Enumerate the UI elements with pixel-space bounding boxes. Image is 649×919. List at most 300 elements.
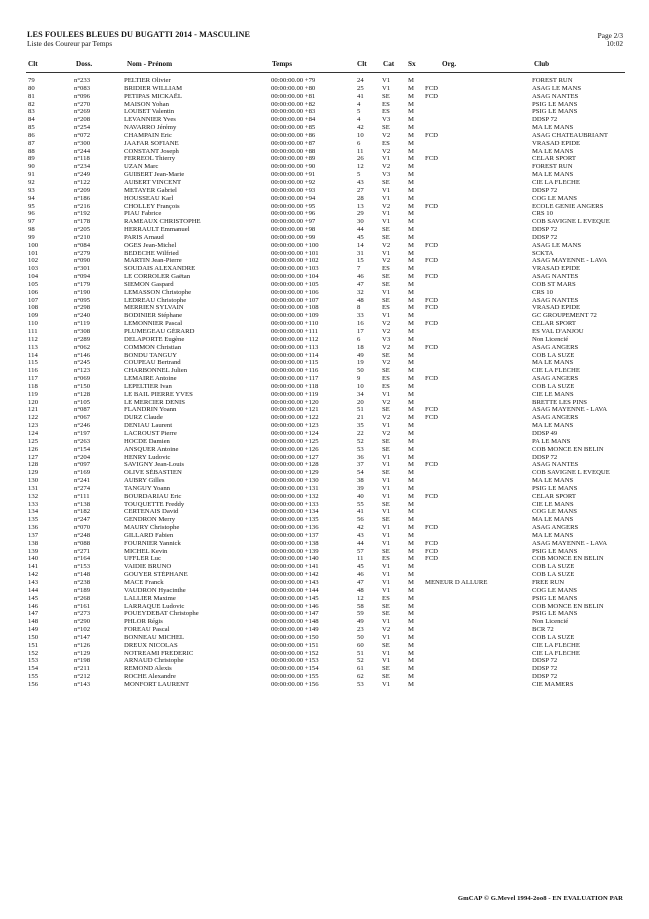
cell-clt-cat: 38 [357, 477, 364, 485]
cell-clt: 103 [28, 265, 39, 273]
table-row [0, 673, 649, 681]
cell-nom: NAVARRO Jérémy [124, 124, 177, 132]
cell-cat: V2 [382, 343, 391, 351]
cell-nom: AUBRY Gilles [124, 477, 165, 485]
cell-doss: n°269 [74, 108, 91, 116]
table-row [0, 626, 649, 634]
header-org: Org. [442, 60, 457, 68]
cell-doss: n°263 [74, 437, 91, 445]
cell-cat: V1 [382, 563, 391, 571]
cell-sx: M [408, 367, 414, 375]
cell-nom: MAURY Christophe [124, 524, 180, 532]
header-clt: Clt [28, 60, 38, 68]
cell-temps: 00:00:00.00 +108 [271, 304, 319, 312]
table-row [0, 430, 649, 438]
table-row [0, 124, 649, 132]
cell-cat: V1 [382, 453, 391, 461]
cell-cat: SE [382, 610, 390, 618]
cell-cat: V2 [382, 626, 391, 634]
table-row [0, 226, 649, 234]
cell-sx: M [408, 296, 414, 304]
cell-cat: V1 [382, 288, 391, 296]
cell-doss: n°212 [74, 673, 91, 681]
cell-cat: ES [382, 555, 390, 563]
cell-temps: 00:00:00.00 +133 [271, 500, 319, 508]
cell-temps: 00:00:00.00 +110 [271, 320, 319, 328]
cell-nom: ANSQUER Antoine [124, 445, 179, 453]
cell-doss: n°254 [74, 124, 91, 132]
cell-nom: GENDRON Merry [124, 516, 176, 524]
cell-doss: n°204 [74, 453, 91, 461]
cell-clt-cat: 34 [357, 390, 364, 398]
cell-club: MA LE MANS [532, 124, 574, 132]
cell-org: FCD [425, 304, 439, 312]
cell-clt: 135 [28, 516, 39, 524]
table-row [0, 516, 649, 524]
cell-doss: n°248 [74, 531, 91, 539]
cell-club: ASAG MAYENNE - LAVA [532, 539, 608, 547]
cell-clt: 92 [28, 178, 35, 186]
cell-clt: 121 [28, 406, 39, 414]
table-row [0, 187, 649, 195]
cell-cat: SE [382, 516, 390, 524]
cell-club: COG LE MANS [532, 508, 577, 516]
cell-nom: CERTENAIS David [124, 508, 179, 516]
page-title: LES FOULEES BLEUES DU BUGATTI 2014 - MASCULINE [27, 30, 251, 39]
cell-doss: n°233 [74, 77, 91, 84]
cell-clt: 152 [28, 649, 39, 657]
cell-org: FCD [425, 492, 439, 500]
cell-club: MA LE MANS [532, 531, 574, 539]
cell-doss: n°138 [74, 500, 91, 508]
cell-nom: BODINIER Stéphane [124, 312, 183, 320]
cell-club: ECOLE GENIE ANGERS [532, 202, 604, 210]
table-row [0, 171, 649, 179]
cell-doss: n°070 [74, 524, 91, 532]
cell-clt: 99 [28, 233, 35, 241]
cell-temps: 00:00:00.00 +96 [271, 210, 316, 218]
cell-doss: n°238 [74, 579, 91, 586]
cell-doss: n°308 [74, 328, 91, 335]
cell-temps: 00:00:00.00 +83 [271, 108, 316, 116]
cell-sx: M [408, 398, 414, 406]
cell-nom: OGES Jean-Michel [124, 241, 177, 249]
table-row [0, 571, 649, 579]
cell-clt-cat: 26 [357, 155, 364, 163]
cell-doss: n°119 [74, 320, 90, 328]
page-subtitle: Liste des Coureur par Temps [27, 39, 113, 48]
cell-club: ASAG NANTES [532, 296, 579, 304]
cell-clt: 83 [28, 108, 35, 116]
cell-clt: 149 [28, 626, 39, 634]
cell-nom: PIAU Fabrice [124, 210, 162, 218]
cell-club: Non Licencié [532, 618, 569, 626]
cell-temps: 00:00:00.00 +113 [271, 343, 319, 351]
cell-temps: 00:00:00.00 +80 [271, 84, 316, 92]
cell-temps: 00:00:00.00 +85 [271, 124, 316, 132]
cell-clt-cat: 44 [357, 539, 364, 547]
cell-cat: V1 [382, 649, 391, 657]
table-row [0, 618, 649, 626]
cell-doss: n°298 [74, 304, 91, 312]
cell-doss: n°301 [74, 265, 91, 273]
table-row [0, 532, 649, 540]
cell-sx: M [408, 461, 414, 469]
cell-org: FCD [425, 155, 439, 163]
cell-nom: MONFORT LAURENT [124, 680, 190, 688]
cell-cat: V1 [382, 194, 391, 202]
table-row [0, 101, 649, 109]
cell-temps: 00:00:00.00 +117 [271, 375, 319, 383]
cell-clt: 146 [28, 602, 39, 610]
cell-nom: NOTREAMI FREDERIC [124, 649, 194, 657]
cell-clt: 101 [28, 249, 39, 257]
cell-doss: n°095 [74, 296, 91, 304]
cell-clt: 139 [28, 547, 39, 555]
cell-temps: 00:00:00.00 +105 [271, 280, 319, 288]
cell-clt: 141 [28, 563, 39, 571]
cell-clt-cat: 31 [357, 249, 364, 257]
cell-cat: SE [382, 226, 390, 234]
cell-clt: 138 [28, 539, 39, 547]
cell-sx: M [408, 508, 414, 516]
cell-sx: M [408, 359, 414, 367]
cell-clt: 85 [28, 124, 35, 132]
print-time: 10:02 [606, 39, 623, 48]
table-row [0, 234, 649, 242]
cell-clt-cat: 6 [357, 139, 361, 147]
cell-cat: V1 [382, 249, 391, 257]
table-row [0, 148, 649, 156]
cell-clt-cat: 57 [357, 547, 364, 555]
table-row [0, 461, 649, 469]
cell-nom: HOUSSEAU Karl [124, 194, 174, 202]
cell-org: FCD [425, 131, 439, 139]
cell-cat: V2 [382, 359, 391, 367]
cell-temps: 00:00:00.00 +91 [271, 171, 316, 179]
cell-sx: M [408, 100, 414, 108]
table-header [0, 60, 649, 72]
cell-sx: M [408, 351, 414, 359]
cell-cat: SE [382, 92, 390, 100]
cell-clt: 97 [28, 218, 35, 226]
cell-clt: 156 [28, 680, 39, 688]
cell-cat: V2 [382, 202, 391, 210]
cell-clt: 102 [28, 257, 39, 265]
cell-cat: SE [382, 469, 390, 477]
cell-doss: n°209 [74, 186, 91, 194]
table-row [0, 297, 649, 305]
cell-sx: M [408, 194, 414, 202]
cell-clt-cat: 41 [357, 92, 364, 100]
cell-cat: V2 [382, 398, 391, 406]
cell-clt-cat: 60 [357, 641, 364, 649]
cell-sx: M [408, 312, 414, 320]
cell-club: VRASAD EPIDE [532, 265, 581, 273]
cell-club: ASAG NANTES [532, 273, 579, 281]
table-row [0, 579, 649, 587]
cell-sx: M [408, 108, 414, 116]
cell-nom: LEMONNIER Pascal [124, 320, 183, 328]
cell-nom: SOUDAIS ALEXANDRE [124, 265, 196, 273]
cell-nom: MERRIEN SYLVAIN [124, 304, 184, 312]
cell-club: GC GROUPEMENT 72 [532, 312, 597, 320]
cell-club: COB LA SUZE [532, 563, 575, 571]
cell-club: COB SAVIGNE L EVEQUE [532, 469, 610, 477]
cell-clt-cat: 22 [357, 429, 364, 437]
cell-cat: V2 [382, 163, 391, 171]
cell-sx: M [408, 155, 414, 163]
cell-temps: 00:00:00.00 +107 [271, 296, 319, 304]
cell-sx: M [408, 124, 414, 132]
cell-cat: SE [382, 500, 390, 508]
cell-cat: ES [382, 304, 390, 312]
cell-sx: M [408, 116, 414, 124]
cell-clt-cat: 24 [357, 77, 364, 84]
cell-club: DDSP 72 [532, 116, 558, 124]
cell-doss: n°128 [74, 390, 91, 398]
cell-temps: 00:00:00.00 +137 [271, 531, 319, 539]
cell-temps: 00:00:00.00 +149 [271, 626, 319, 634]
table-row [0, 195, 649, 203]
cell-sx: M [408, 429, 414, 437]
cell-nom: TANGUY Yoann [124, 484, 171, 492]
cell-doss: n°300 [74, 139, 91, 147]
cell-nom: FLANDRIN Yoann [124, 406, 177, 414]
cell-clt: 105 [28, 280, 39, 288]
cell-temps: 00:00:00.00 +134 [271, 508, 319, 516]
cell-temps: 00:00:00.00 +90 [271, 163, 316, 171]
table-row [0, 454, 649, 462]
table-row [0, 477, 649, 485]
cell-clt-cat: 42 [357, 124, 364, 132]
cell-clt: 155 [28, 673, 39, 681]
cell-club: ASAG CHATEAUBRIANT [532, 131, 608, 139]
cell-nom: BONNEAU MICHEL [124, 633, 184, 641]
cell-sx: M [408, 618, 414, 626]
cell-cat: V1 [382, 422, 391, 430]
cell-doss: n°146 [74, 351, 91, 359]
table-row [0, 446, 649, 454]
table-row [0, 524, 649, 532]
cell-clt-cat: 49 [357, 351, 364, 359]
cell-clt-cat: 49 [357, 618, 364, 626]
cell-nom: MAISON Yohan [124, 100, 169, 108]
cell-doss: n°247 [74, 516, 91, 524]
cell-doss: n°182 [74, 508, 91, 516]
cell-nom: BEDECHE Wilfried [124, 249, 179, 257]
cell-clt: 111 [28, 328, 38, 335]
cell-sx: M [408, 633, 414, 641]
table-row [0, 383, 649, 391]
cell-cat: V1 [382, 680, 391, 688]
cell-clt-cat: 52 [357, 437, 364, 445]
cell-clt-cat: 18 [357, 343, 364, 351]
cell-sx: M [408, 484, 414, 492]
cell-org: FCD [425, 524, 439, 532]
cell-temps: 00:00:00.00 +156 [271, 680, 319, 688]
cell-cat: V2 [382, 328, 391, 335]
cell-sx: M [408, 163, 414, 171]
cell-org: FCD [425, 461, 439, 469]
cell-clt: 143 [28, 579, 39, 586]
cell-nom: MICHEL Kevin [124, 547, 168, 555]
cell-clt: 136 [28, 524, 39, 532]
cell-temps: 00:00:00.00 +145 [271, 594, 319, 602]
cell-clt-cat: 40 [357, 492, 364, 500]
cell-club: DDSP 72 [532, 233, 558, 241]
cell-temps: 00:00:00.00 +139 [271, 547, 319, 555]
cell-sx: M [408, 422, 414, 430]
cell-doss: n°270 [74, 100, 91, 108]
cell-clt-cat: 51 [357, 406, 364, 414]
cell-clt-cat: 44 [357, 226, 364, 234]
cell-nom: UFFLER Luc [124, 555, 161, 563]
cell-clt: 123 [28, 422, 39, 430]
cell-cat: SE [382, 296, 390, 304]
cell-cat: SE [382, 351, 390, 359]
cell-club: COB MONCE EN BELIN [532, 555, 604, 563]
cell-org: FCD [425, 92, 439, 100]
cell-club: PSIG LE MANS [532, 100, 578, 108]
cell-club: PSIG LE MANS [532, 484, 578, 492]
cell-club: ASAG ANGERS [532, 343, 579, 351]
cell-sx: M [408, 516, 414, 524]
cell-doss: n°190 [74, 288, 91, 296]
table-row [0, 344, 649, 352]
cell-nom: SAVIGNY Jean-Louis [124, 461, 184, 469]
cell-club: COB MONCE EN BELIN [532, 445, 604, 453]
cell-clt: 129 [28, 469, 39, 477]
cell-cat: SE [382, 602, 390, 610]
cell-cat: V1 [382, 77, 391, 84]
table-row [0, 399, 649, 407]
cell-club: COB MONCE EN BELIN [532, 602, 604, 610]
cell-club: DDSP 72 [532, 226, 558, 234]
cell-clt: 110 [28, 320, 38, 328]
cell-sx: M [408, 414, 414, 422]
cell-org: FCD [425, 257, 439, 265]
table-row [0, 265, 649, 273]
cell-nom: GILLARD Fabien [124, 531, 174, 539]
cell-temps: 00:00:00.00 +103 [271, 265, 319, 273]
cell-doss: n°122 [74, 178, 91, 186]
table-row [0, 108, 649, 116]
cell-clt-cat: 10 [357, 131, 364, 139]
table-row [0, 250, 649, 258]
cell-nom: HERRAULT Emmanuel [124, 226, 190, 234]
cell-clt-cat: 16 [357, 320, 364, 328]
cell-nom: BONDU TANGUY [124, 351, 178, 359]
cell-nom: ARNAUD Christophe [124, 657, 184, 665]
cell-doss: n°234 [74, 163, 91, 171]
cell-club: MA LE MANS [532, 147, 574, 155]
cell-club: CIE LA FLECHE [532, 178, 580, 186]
cell-clt: 147 [28, 610, 39, 618]
cell-doss: n°186 [74, 194, 91, 202]
cell-temps: 00:00:00.00 +147 [271, 610, 319, 618]
cell-club: ASAG MAYENNE - LAVA [532, 406, 608, 414]
cell-doss: n°211 [74, 665, 90, 673]
cell-club: CIE MAMERS [532, 680, 574, 688]
cell-org: MENEUR D ALLURE [425, 579, 488, 586]
cell-nom: PELTIER Olivier [124, 77, 171, 84]
table-row [0, 595, 649, 603]
cell-sx: M [408, 131, 414, 139]
cell-temps: 00:00:00.00 +135 [271, 516, 319, 524]
cell-doss: n°192 [74, 210, 91, 218]
cell-clt-cat: 6 [357, 335, 361, 343]
cell-clt: 79 [28, 77, 35, 84]
cell-doss: n°208 [74, 116, 91, 124]
cell-clt: 91 [28, 171, 35, 179]
table-row [0, 610, 649, 618]
cell-cat: SE [382, 280, 390, 288]
cell-sx: M [408, 673, 414, 681]
cell-clt-cat: 47 [357, 579, 364, 586]
cell-sx: M [408, 382, 414, 390]
cell-clt: 80 [28, 84, 35, 92]
cell-temps: 00:00:00.00 +101 [271, 249, 319, 257]
cell-club: ASAG LE MANS [532, 241, 582, 249]
table-row [0, 642, 649, 650]
cell-sx: M [408, 626, 414, 634]
cell-cat: V1 [382, 155, 391, 163]
cell-nom: HENRY Ludovic [124, 453, 171, 461]
cell-club: CIE LA FLECHE [532, 367, 580, 375]
cell-sx: M [408, 147, 414, 155]
cell-nom: VAIDIE BRUNO [124, 563, 172, 571]
cell-temps: 00:00:00.00 +132 [271, 492, 319, 500]
cell-club: FOREST RUN [532, 163, 573, 171]
cell-doss: n°179 [74, 280, 91, 288]
cell-org: FCD [425, 202, 439, 210]
table-row [0, 116, 649, 124]
cell-sx: M [408, 610, 414, 618]
table-row [0, 140, 649, 148]
cell-cat: ES [382, 265, 390, 273]
cell-temps: 00:00:00.00 +97 [271, 218, 316, 226]
cell-clt: 130 [28, 477, 39, 485]
cell-club: COB LA SUZE [532, 633, 575, 641]
cell-nom: UZAN Marc [124, 163, 159, 171]
cell-clt: 87 [28, 139, 35, 147]
cell-cat: V1 [382, 571, 391, 579]
cell-doss: n°147 [74, 633, 91, 641]
table-row [0, 485, 649, 493]
cell-sx: M [408, 241, 414, 249]
cell-clt-cat: 17 [357, 328, 364, 335]
cell-club: ASAG ANGERS [532, 524, 579, 532]
table-row [0, 375, 649, 383]
table-row [0, 367, 649, 375]
cell-org: FCD [425, 547, 439, 555]
cell-cat: V1 [382, 461, 391, 469]
cell-sx: M [408, 171, 414, 179]
cell-cat: SE [382, 437, 390, 445]
cell-clt-cat: 11 [357, 555, 364, 563]
cell-nom: PHLOR Régis [124, 618, 163, 626]
cell-clt-cat: 19 [357, 359, 364, 367]
cell-temps: 00:00:00.00 +88 [271, 147, 316, 155]
table-row [0, 391, 649, 399]
cell-clt: 96 [28, 210, 35, 218]
cell-club: COB SAVIGNE L EVEQUE [532, 218, 610, 226]
cell-nom: JAAFAR SOFIANE [124, 139, 179, 147]
cell-temps: 00:00:00.00 +138 [271, 539, 319, 547]
cell-clt-cat: 7 [357, 265, 361, 273]
cell-nom: LE CORROLER Gaëtan [124, 273, 191, 281]
